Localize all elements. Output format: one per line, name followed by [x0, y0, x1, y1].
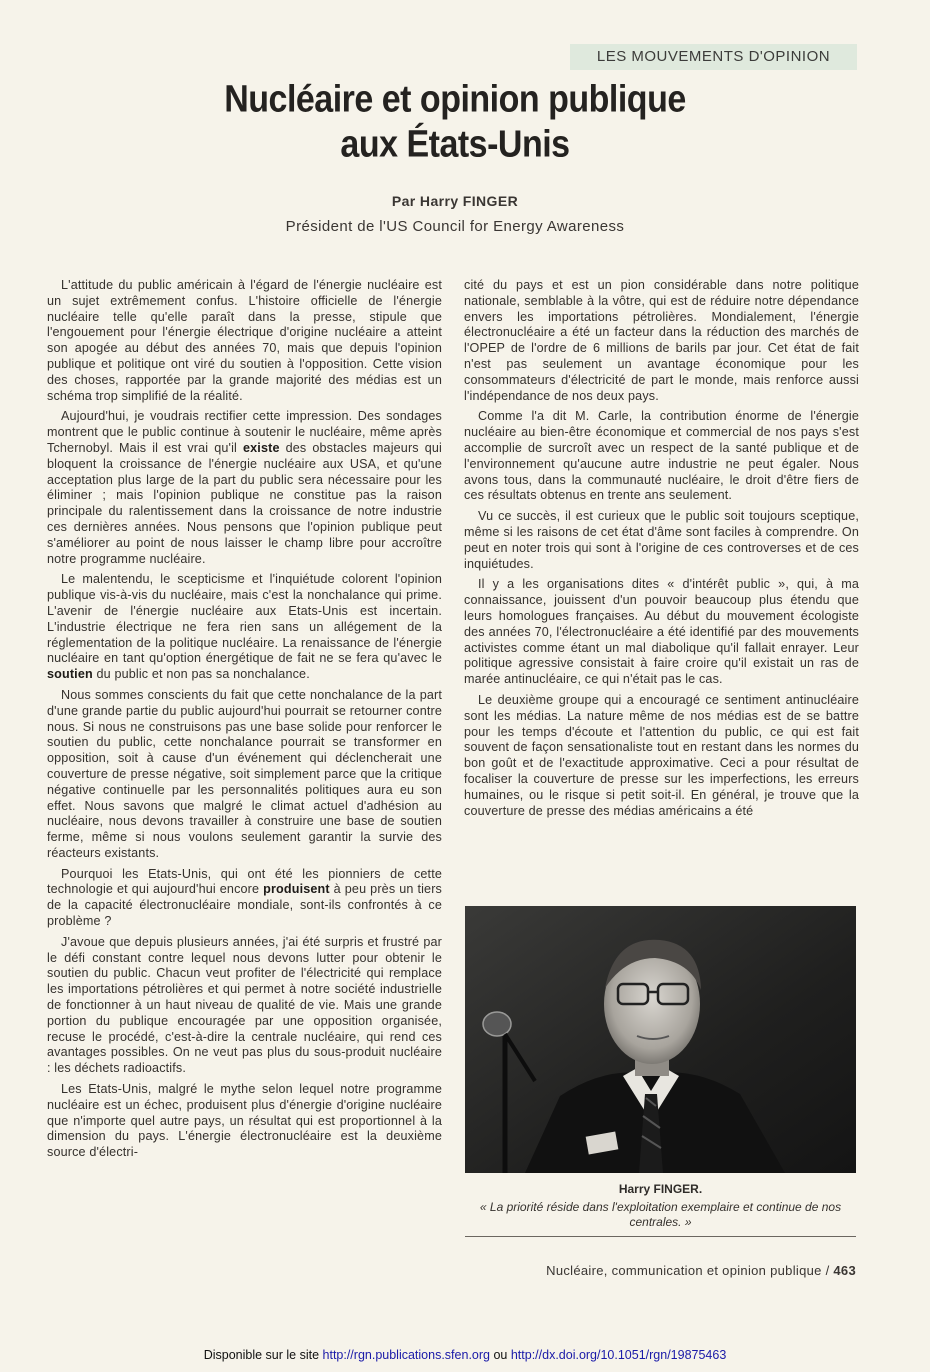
paragraph: Le malentendu, le scepticisme et l'inquiétude colorent l'opinion publique vis-à-vis du nucléaire, mais c'est la nonchalance qui prime. L'avenir de l'énergie nucléaire aux Etats-Unis est incertain. L'industrie électrique ne fera rien sans un allégement de la réglementation de la politique nucléaire. La renaissance de l'énergie nucléaire en tant qu'option énergétique de fait ne se fera qu'avec le soutien du public et non pas sa nonchalance. [47, 572, 442, 682]
paragraph: Vu ce succès, il est curieux que le public soit toujours sceptique, même si les raisons de cet état d'âme sont faciles à comprendre. On peut en noter trois qui sont à l'origine de ces controverses et de ces inquiétudes. [464, 509, 859, 571]
emphasis: existe [243, 440, 280, 455]
publication-link[interactable]: http://rgn.publications.sfen.org [322, 1348, 490, 1362]
left-column [47, 278, 442, 1166]
article-title-line-2: aux États-Unis [340, 122, 570, 166]
paragraph: L'attitude du public américain à l'égard de l'énergie nucléaire est un sujet extrêmement confus. L'histoire officielle de l'énergie nucléaire telle qu'elle paraît dans la presse, stipule que l'engouement pour l'énergie électrique d'origine nucléaire a atteint son apogée au début des années 70, mais que depuis l'opinion publique et politique ont viré du soutien à l'opposition. Cette vision des choses, rapportée par la grande majorité des médias est un schéma trop simplifié de la réalité. [47, 278, 442, 403]
paragraph: cité du pays et est un pion considérable dans notre politique nationale, semblable à la vôtre, qui est de réduire notre dépendance envers les importations pétrolières. Mondialement, l'énergie électronucléaire a été un facteur dans la réduction des marchés de l'OPEP de l'ordre de 6 millions de barils par jour. Cet état de fait n'est pas seulement un avantage économique pour les consommateurs d'électricité de part le monde, mais renforce aussi l'indépendance de nos deux pays. [464, 278, 859, 403]
photo-caption-name: Harry FINGER. [618, 1182, 703, 1196]
running-title: Nucléaire, communication et opinion publique / [546, 1263, 834, 1278]
byline: Par Harry FINGER [391, 193, 519, 209]
paragraph: Nous sommes conscients du fait que cette nonchalance de la part d'une grande partie du public aujourd'hui pourrait se retourner contre nous. Si nous ne construisons pas une base solide pour renforcer le soutien du public, cette nonchalance pourrait se transformer en opposition, soit à cause d'un événement qui déclencherait une couverture de presse négative, soit simplement parce que la critique négative continuelle par les personnalités politiques aura eu son effet. Nous savons que malgré le climat actuel d'adhésion au nucléaire, nous devons travailler à construire une base de soutien ferme, même si nous voulons seulement garantir la survie des réacteurs existants. [47, 687, 442, 860]
paragraph: J'avoue que depuis plusieurs années, j'ai été surpris et frustré par le défi constant contre lequel nous devons lutter pour obtenir le soutien du public. Chacun veut profiter de l'électricité qui remplace les importations pétrolières et qui permet à notre société industrielle de fonctionner à un haut niveau de qualité de vie. Mais une grande portion du publique encouragée par une opposition organisée, recuse le procédé, c'est-à-dire la centrale nucléaire, qui rend ces avantages possibles. On ne veut pas plus du sous-produit nucléaire : les déchets radioactifs. [47, 934, 442, 1076]
author-role: Président de l'US Council for Energy Awareness [285, 218, 625, 235]
paragraph: Les Etats-Unis, malgré le mythe selon lequel notre programme nucléaire est un échec, produisent plus d'énergie d'origine nucléaire que n'importe quel autre pays, un résultat qui est proportionnel à la dimension du pays. L'énergie électronucléaire est la deuxième source d'électri- [47, 1082, 442, 1160]
availability-notice: Disponible sur le site http://rgn.publications.sfen.org ou http://dx.doi.org/10.1051/rgn/19875463 [203, 1348, 727, 1362]
paragraph: Pourquoi les Etats-Unis, qui ont été les pionniers de cette technologie et qui aujourd'hui encore produisent à peu près un tiers de la capacité électronucléaire mondiale, sont-ils confrontés à ce problème ? [47, 866, 443, 929]
photo-caption-quote: « La priorité réside dans l'exploitation exemplaire et continue de nos centrales. » [479, 1200, 842, 1229]
author-photo [465, 906, 856, 1173]
emphasis: produisent [263, 882, 330, 897]
paragraph: Comme l'a dit M. Carle, la contribution énorme de l'énergie nucléaire au bien-être économique et commercial de nos pays s'est accomplie de surcroît avec un respect de la santé publique et de l'environnement qu'aucune autre industrie ne peut égaler. Nous avons tous, dans la communauté nucléaire, le droit d'être fiers de ces résultats obtenus en trente ans seulement. [464, 409, 859, 503]
doi-link[interactable]: http://dx.doi.org/10.1051/rgn/19875463 [510, 1348, 727, 1362]
emphasis: soutien [47, 667, 93, 682]
caption-divider [465, 1236, 856, 1237]
article-title-line-1: Nucléaire et opinion publique [224, 77, 686, 121]
paragraph: Il y a les organisations dites « d'intérêt public », qui, à ma connaissance, jouissent d'un pouvoir beaucoup plus étendu que leurs homologues françaises. Au début du mouvement écologiste des années 70, l'électronucléaire a été identifié par des mouvements activistes comme étant un mal diabolique qu'il fallait enrayer. Leur politique agressive consistait à faire croire qu'il existait un ras de marée antinucléaire, ce qui n'était pas le cas. [464, 577, 859, 687]
paragraph: Aujourd'hui, je voudrais rectifier cette impression. Des sondages montrent que le public continue à soutenir le nucléaire, même après Tchernobyl. Mais il est vrai qu'il existe des obstacles majeurs qui bloquent la croissance de l'énergie nucléaire aux USA, et qu'une acceptation plus large de la part du public sera nécessaire pour les éliminer ; mais l'opinion publique ne constitue pas la raison principale du ralentissement dans la croissance de notre industrie ces dernières années. Nous pensons que l'opinion publique peut s'améliorer au point de nous laisser le champ libre pour accroître notre programme nucléaire. [47, 409, 442, 566]
right-column [464, 278, 859, 824]
paragraph: Le deuxième groupe qui a encouragé ce sentiment antinucléaire sont les médias. La nature même de nos médias est de se battre pour les temps d'écoute et l'attention du public, ce qui est fait souvent de façon sensationaliste tout en restant dans les normes du bon goût et de l'exactitude approximative. Ceci a pour résultat de focaliser la couverture de presse sur les imperfections, les erreurs humaines, ou le risque si petit soit-il. En général, je trouve que la couverture de presse des médias américains a été [464, 692, 859, 818]
section-tag: LES MOUVEMENTS D'OPINION [570, 44, 857, 70]
running-footer [546, 1263, 856, 1278]
page-number: 463 [833, 1263, 856, 1278]
